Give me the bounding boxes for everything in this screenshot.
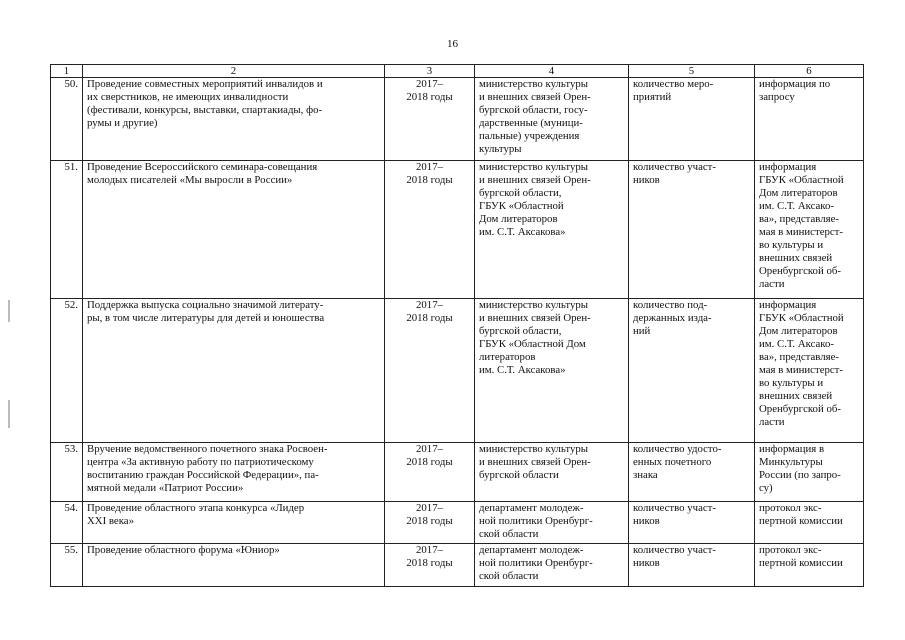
- period-text: 2017– 2018 годы: [406, 443, 453, 468]
- cell-executor: [475, 161, 629, 299]
- cell-executor: [475, 502, 629, 544]
- column-header: 5: [629, 65, 755, 78]
- table-row: [51, 502, 864, 544]
- cell-source: [755, 299, 864, 443]
- event-text: Проведение совместных мероприятий инвалидов и их сверстников, не имеющих инвалидности (фестивали, конкурсы, выставки, спартакиады, фо- румы и другие): [87, 78, 323, 129]
- executor-text: департамент молодеж- ной политики Оренбург- ской области: [479, 544, 593, 582]
- executor-text: министерство культуры и внешних связей Орен- бургской области, госу- дарственные (муници- пальные) учреждения культуры: [479, 78, 591, 155]
- column-header: 4: [475, 65, 629, 78]
- executor-text: министерство культуры и внешних связей Орен- бургской области, ГБУК «Областной Дом литераторов им. С.Т. Аксакова»: [479, 299, 591, 376]
- cell-source: [755, 502, 864, 544]
- cell-indicator: [629, 443, 755, 502]
- cell-period: [385, 299, 475, 443]
- cell-event: [83, 78, 385, 161]
- period-text: 2017– 2018 годы: [406, 161, 453, 186]
- period-text: 2017– 2018 годы: [406, 544, 453, 569]
- cell-executor: [475, 299, 629, 443]
- cell-num: [51, 161, 83, 299]
- cell-indicator: [629, 78, 755, 161]
- num-text: 53.: [64, 443, 78, 455]
- column-header: 3: [385, 65, 475, 78]
- column-header: 2: [83, 65, 385, 78]
- table-row: [51, 299, 864, 443]
- period-text: 2017– 2018 годы: [406, 502, 453, 527]
- source-text: информация ГБУК «Областной Дом литераторов им. С.Т. Аксако- ва», представляе- мая в министерст- во культуры и внешних связей Оренбургской об- ласти: [759, 161, 844, 290]
- cell-num: [51, 78, 83, 161]
- period-text: 2017– 2018 годы: [406, 299, 453, 324]
- cell-source: [755, 78, 864, 161]
- scan-margin-mark: [8, 300, 10, 322]
- event-text: Проведение Всероссийского семинара-совещания молодых писателей «Мы выросли в России»: [87, 161, 318, 186]
- table-header-row: [51, 65, 864, 78]
- cell-event: [83, 544, 385, 587]
- source-text: протокол экс- пертной комиссии: [759, 544, 843, 569]
- column-header: 1: [51, 65, 83, 78]
- cell-indicator: [629, 544, 755, 587]
- event-text: Вручение ведомственного почетного знака Росвоен- центра «За активную работу по патриотическому воспитанию граждан Российской Федерации», па- мятной медали «Патриот России»: [87, 443, 328, 494]
- table-row: [51, 544, 864, 587]
- indicator-text: количество под- держанных изда- ний: [633, 299, 712, 337]
- cell-period: [385, 502, 475, 544]
- table-row: [51, 78, 864, 161]
- table-row: [51, 443, 864, 502]
- source-text: информация ГБУК «Областной Дом литераторов им. С.Т. Аксако- ва», представляе- мая в министерст- во культуры и внешних связей Оренбургской об- ласти: [759, 299, 844, 428]
- event-text: Поддержка выпуска социально значимой литерату- ры, в том числе литературы для детей и юношества: [87, 299, 325, 324]
- indicator-text: количество участ- ников: [633, 161, 716, 186]
- cell-event: [83, 443, 385, 502]
- period-text: 2017– 2018 годы: [406, 78, 453, 103]
- cell-num: [51, 544, 83, 587]
- cell-executor: [475, 78, 629, 161]
- cell-num: [51, 299, 83, 443]
- cell-event: [83, 299, 385, 443]
- cell-period: [385, 78, 475, 161]
- cell-source: [755, 443, 864, 502]
- cell-source: [755, 161, 864, 299]
- executor-text: министерство культуры и внешних связей Орен- бургской области: [479, 443, 591, 481]
- source-text: информация по запросу: [759, 78, 831, 103]
- num-text: 55.: [64, 544, 78, 556]
- cell-num: [51, 502, 83, 544]
- cell-num: [51, 443, 83, 502]
- indicator-text: количество меро- приятий: [633, 78, 714, 103]
- indicator-text: количество удосто- енных почетного знака: [633, 443, 722, 481]
- num-text: 51.: [64, 161, 78, 173]
- event-text: Проведение областного форума «Юниор»: [87, 544, 280, 556]
- indicator-text: количество участ- ников: [633, 502, 716, 527]
- cell-indicator: [629, 299, 755, 443]
- events-table: [50, 64, 864, 587]
- cell-executor: [475, 544, 629, 587]
- executor-text: департамент молодеж- ной политики Оренбург- ской области: [479, 502, 593, 540]
- page-number: 16: [447, 38, 458, 50]
- indicator-text: количество участ- ников: [633, 544, 716, 569]
- event-text: Проведение областного этапа конкурса «Лидер XXI века»: [87, 502, 305, 527]
- source-text: информация в Минкультуры России (по запро- су): [759, 443, 841, 494]
- table-row: [51, 161, 864, 299]
- source-text: протокол экс- пертной комиссии: [759, 502, 843, 527]
- cell-event: [83, 161, 385, 299]
- cell-indicator: [629, 502, 755, 544]
- cell-period: [385, 544, 475, 587]
- cell-executor: [475, 443, 629, 502]
- cell-source: [755, 544, 864, 587]
- cell-indicator: [629, 161, 755, 299]
- num-text: 50.: [64, 78, 78, 90]
- cell-period: [385, 161, 475, 299]
- num-text: 52.: [64, 299, 78, 311]
- cell-period: [385, 443, 475, 502]
- executor-text: министерство культуры и внешних связей Орен- бургской области, ГБУК «Областной Дом литераторов им. С.Т. Аксакова»: [479, 161, 591, 238]
- scan-margin-mark: [8, 400, 10, 428]
- column-header: 6: [755, 65, 864, 78]
- cell-event: [83, 502, 385, 544]
- num-text: 54.: [64, 502, 78, 514]
